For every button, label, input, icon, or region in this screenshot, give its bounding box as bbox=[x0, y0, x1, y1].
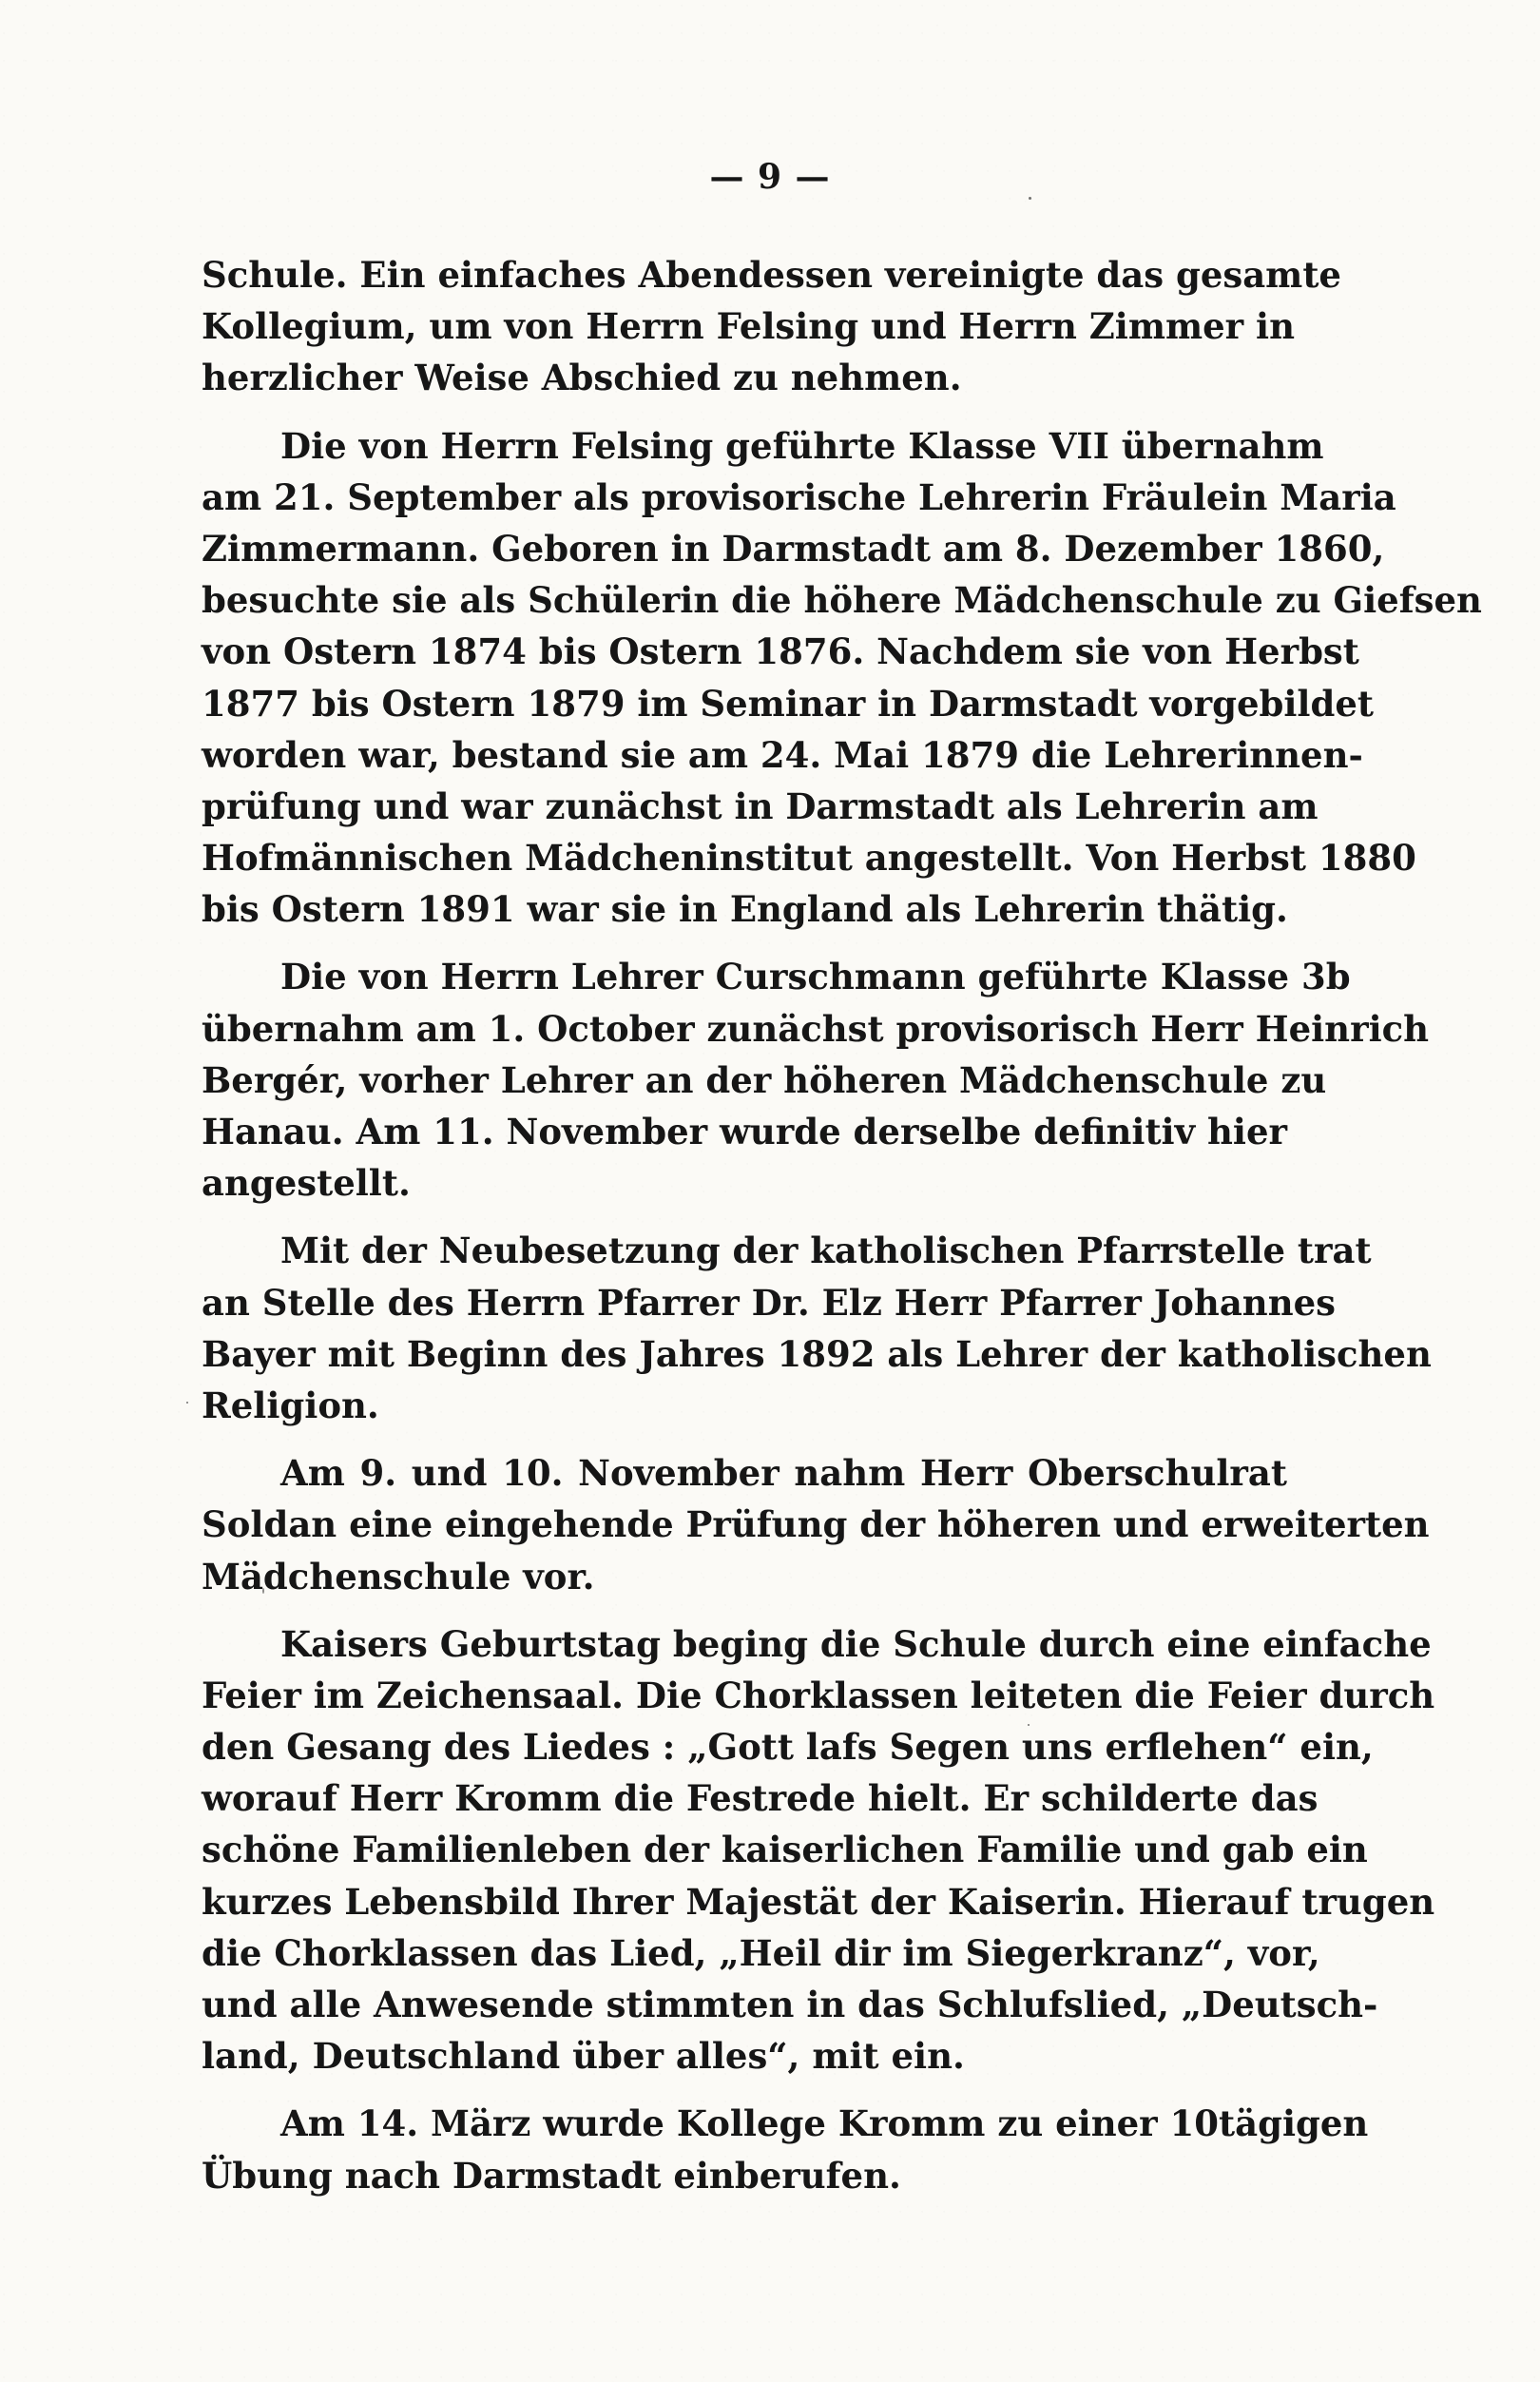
text-line: Die von Herrn Felsing geführte Klasse VII übernahm bbox=[280, 424, 1324, 467]
text-line: Soldan eine eingehende Prüfung der höheren und erweiterten bbox=[202, 1503, 1430, 1546]
text-line: besuchte sie als Schülerin die höhere Mädchenschule zu Giefsen bbox=[202, 579, 1482, 622]
paragraph-kromm-exercise bbox=[202, 2098, 1369, 2200]
text-line: Bergér, vorher Lehrer an der höheren Mädchenschule zu bbox=[202, 1058, 1327, 1101]
text-line: Am 14. März wurde Kollege Kromm zu einer 10tägigen bbox=[280, 2102, 1369, 2145]
text-line: Schule. Ein einfaches Abendessen vereinigte das gesamte bbox=[202, 254, 1341, 296]
paragraph-school-farewell bbox=[202, 249, 1341, 404]
text-line: worauf Herr Kromm die Festrede hielt. Er schilderte das bbox=[202, 1777, 1319, 1820]
document-body bbox=[202, 249, 1482, 2217]
text-line: Hanau. Am 11. November wurde derselbe definitiv hier bbox=[202, 1111, 1287, 1152]
text-line: Bayer mit Beginn des Jahres 1892 als Lehrer der katholischen bbox=[202, 1332, 1432, 1375]
text-line: Religion. bbox=[202, 1384, 379, 1426]
text-line: Feier im Zeichensaal. Die Chorklassen leiteten die Feier durch bbox=[202, 1674, 1435, 1716]
paragraph-maria-zimmermann bbox=[202, 420, 1482, 936]
text-line: Die von Herrn Lehrer Curschmann geführte Klasse 3b bbox=[280, 956, 1351, 998]
text-line: schöne Familienleben der kaiserlichen Familie und gab ein bbox=[202, 1829, 1368, 1871]
text-line: Kollegium, um von Herrn Felsing und Herrn Zimmer in bbox=[202, 305, 1296, 348]
text-line: am 21. September als provisorische Lehrerin Fräulein Maria bbox=[202, 475, 1396, 518]
text-line: an Stelle des Herrn Pfarrer Dr. Elz Herr Pfarrer Johannes bbox=[202, 1281, 1336, 1324]
text-line: die Chorklassen das Lied, „Heil dir im Siegerkranz“, vor, bbox=[202, 1931, 1320, 1974]
text-line: Kaisers Geburtstag beging die Schule durch eine einfache bbox=[280, 1622, 1432, 1665]
text-line: herzlicher Weise Abschied zu nehmen. bbox=[202, 357, 962, 399]
text-line: und alle Anwesende stimmten in das Schlufslied, „Deutsch- bbox=[202, 1984, 1378, 2025]
print-speck bbox=[1029, 197, 1031, 200]
text-line: Mädchenschule vor. bbox=[202, 1555, 595, 1598]
text-line: von Ostern 1874 bis Ostern 1876. Nachdem sie von Herbst bbox=[202, 630, 1359, 673]
text-line: land, Deutschland über alles“, mit ein. bbox=[202, 2035, 965, 2078]
page-number: — 9 — bbox=[709, 157, 831, 197]
text-line: Am 9. und 10. November nahm Herr Oberschulrat bbox=[280, 1452, 1287, 1495]
text-line: prüfung und war zunächst in Darmstadt als Lehrerin am bbox=[202, 784, 1319, 827]
text-line: bis Ostern 1891 war sie in England als Lehrerin thätig. bbox=[202, 888, 1288, 931]
paragraph-heinrich-berger bbox=[202, 951, 1430, 1209]
paragraph-examination bbox=[202, 1447, 1430, 1602]
text-line: kurzes Lebensbild Ihrer Majestät der Kaiserin. Hierauf trugen bbox=[202, 1880, 1435, 1923]
text-line: Übung nach Darmstadt einberufen. bbox=[202, 2154, 901, 2197]
text-line: Zimmermann. Geboren in Darmstadt am 8. Dezember 1860, bbox=[202, 527, 1385, 570]
print-speck bbox=[186, 1402, 188, 1404]
paragraph-catholic-religion bbox=[202, 1225, 1432, 1431]
text-line: den Gesang des Liedes : „Gott lafs Segen uns erflehen“ ein, bbox=[202, 1726, 1374, 1769]
text-line: Hofmännischen Mädcheninstitut angestellt. Von Herbst 1880 bbox=[202, 837, 1416, 880]
text-line: angestellt. bbox=[202, 1162, 411, 1205]
text-line: übernahm am 1. October zunächst provisorisch Herr Heinrich bbox=[202, 1007, 1430, 1050]
text-line: Mit der Neubesetzung der katholischen Pfarrstelle trat bbox=[280, 1230, 1372, 1272]
text-line: 1877 bis Ostern 1879 im Seminar in Darmstadt vorgebildet bbox=[202, 682, 1374, 725]
paragraph-kaisers-birthday bbox=[202, 1618, 1435, 2082]
text-line: worden war, bestand sie am 24. Mai 1879 die Lehrerinnen- bbox=[202, 733, 1363, 776]
